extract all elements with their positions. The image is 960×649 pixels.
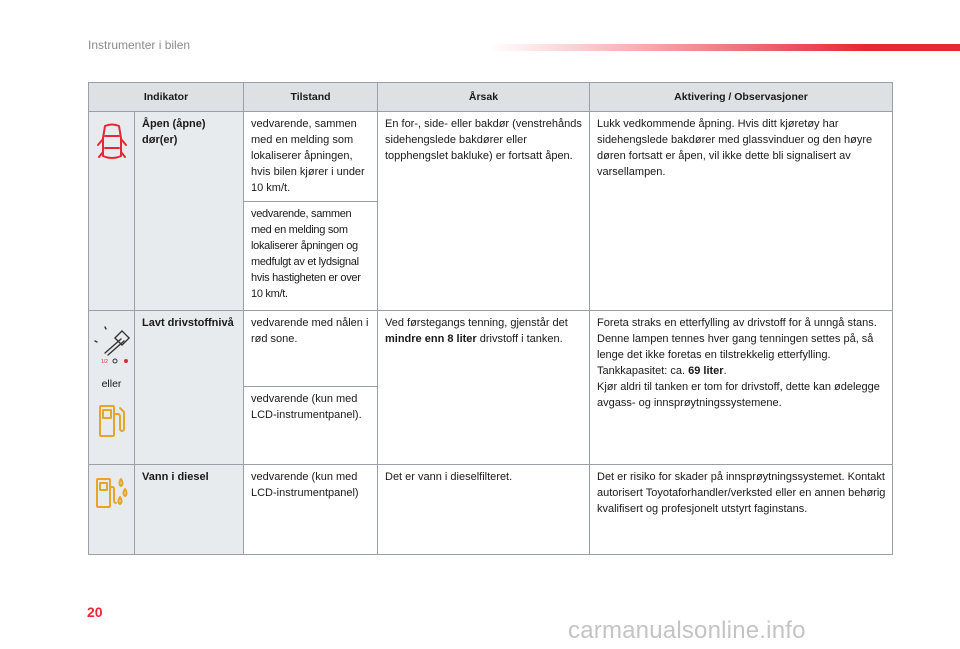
table-row: [89, 465, 893, 555]
indicator-name-cell: [135, 311, 244, 465]
page-number: 20: [87, 604, 103, 620]
cause-text: Ved førstegangs tenning, gjenstår det mindre enn 8 liter drivstoff i tanken.: [385, 317, 568, 345]
header-accent-bar: [490, 44, 960, 51]
icon-separator: eller: [101, 378, 122, 390]
state-cell: [244, 311, 378, 387]
indicator-name: Vann i diesel: [142, 471, 209, 483]
table-header-row: [89, 83, 893, 112]
header-tilstand: Tilstand: [244, 83, 378, 112]
open-door-icon: [96, 122, 128, 162]
state-text: vedvarende, sammen med en melding som lokaliserer åpningen og medfulgt av et lydsignal hvis hastigheten er over 10 km/t.: [251, 208, 361, 300]
cause-cell: [378, 311, 590, 465]
cause-text: Det er vann i dieselfilteret.: [385, 471, 513, 483]
state-cell: [244, 465, 378, 555]
table-row: [89, 311, 893, 387]
indicator-name: Lavt drivstoffnivå: [142, 317, 234, 329]
header-aktivering: Aktivering / Observasjoner: [590, 83, 893, 112]
svg-text:1/2: 1/2: [100, 359, 108, 365]
action-cell: [590, 112, 893, 311]
water-in-diesel-icon: [94, 475, 130, 511]
action-cell: [590, 465, 893, 555]
state-text: vedvarende med nålen i rød sone.: [251, 317, 369, 345]
indicator-icon-cell: [89, 112, 135, 311]
cause-cell: [378, 112, 590, 311]
action-text: Foreta straks en etterfylling av drivstoff for å unngå stans. Denne lampen tennes hver gang tenningen settes på, så lenge det ikke foretas en tilstrekkelig etterfylling. Tankkapasitet: ca. 69 liter. Kjør aldri til tanken er tom for drivstoff, dette kan ødelegge avgass- og innsprøytningssystemene.: [597, 317, 880, 409]
state-cell: [244, 202, 378, 311]
section-title: Instrumenter i bilen: [88, 38, 191, 52]
action-cell: [590, 311, 893, 465]
header-indikator: Indikator: [89, 83, 244, 112]
state-text: vedvarende (kun med LCD-instrumentpanel).: [251, 393, 362, 421]
cause-text: En for-, side- eller bakdør (venstrehånds sidehengslede bakdører eller topphengslet bakluke) er fortsatt åpen.: [385, 118, 582, 162]
action-text: Det er risiko for skader på innsprøytningssystemet. Kontakt autorisert Toyotaforhandler/verksted eller en annen behørig kvalifisert og profesjonelt utstyrt faginstans.: [597, 471, 886, 515]
watermark: carmanualsonline.info: [568, 617, 806, 644]
fuel-pump-icon: [98, 404, 126, 438]
action-text: Lukk vedkommende åpning. Hvis ditt kjøretøy har sidehengslede bakdører med glassvinduer og den høyre døren fortsatt er åpen, vil ikke dette bli signalisert av varsellampen.: [597, 118, 873, 178]
indicator-name-cell: [135, 112, 244, 311]
indicator-name: Åpen (åpne) dør(er): [142, 118, 206, 146]
state-cell: [244, 387, 378, 465]
indicator-name-cell: [135, 465, 244, 555]
state-text: vedvarende, sammen med en melding som lokaliserer åpningen, hvis bilen kjører i under 10 km/t.: [251, 118, 365, 194]
indicator-table: [88, 82, 893, 555]
indicator-icon-cell: [89, 465, 135, 555]
state-text: vedvarende (kun med LCD-instrumentpanel): [251, 471, 359, 499]
state-cell: [244, 112, 378, 202]
table-row: [89, 112, 893, 202]
indicator-icon-cell: [89, 311, 135, 465]
header-arsak: Årsak: [378, 83, 590, 112]
fuel-gauge-icon: [91, 319, 133, 365]
cause-cell: [378, 465, 590, 555]
